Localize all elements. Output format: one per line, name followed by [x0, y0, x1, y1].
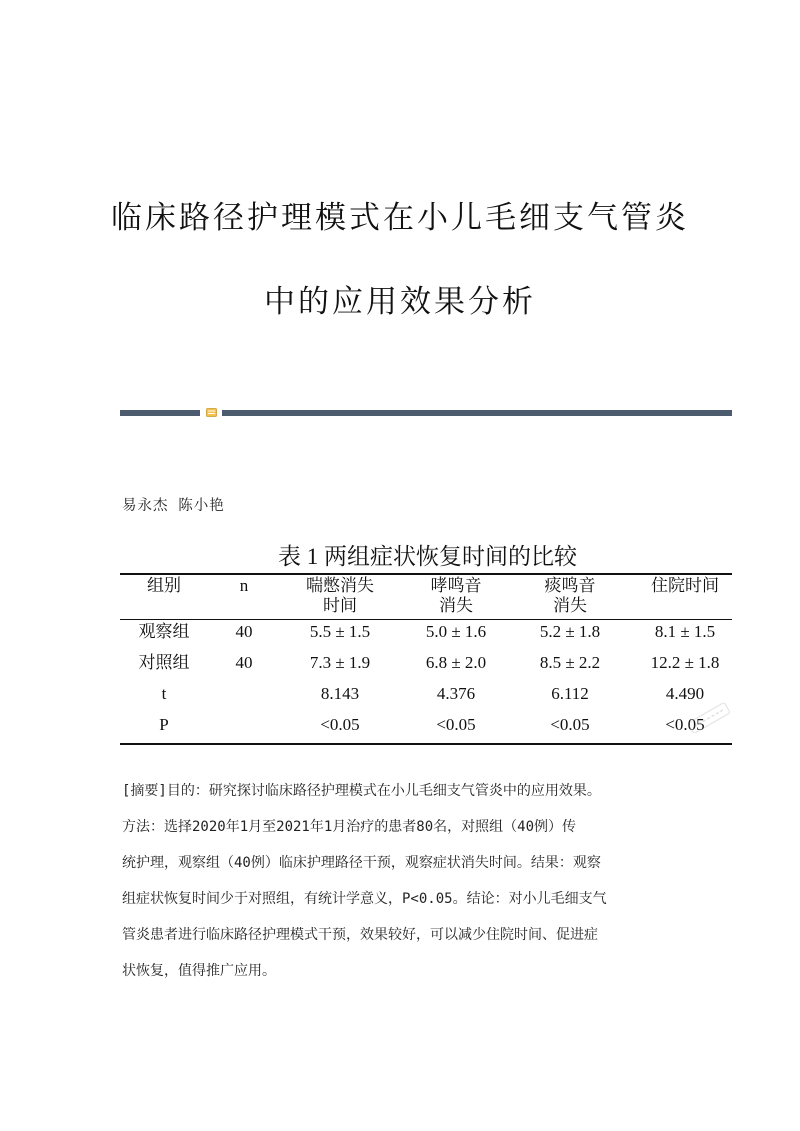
table-caption: 表 1 两组症状恢复时间的比较	[278, 544, 577, 569]
table-rule-mid	[120, 619, 732, 620]
table-cell: 6.8 ± 2.0	[425, 653, 487, 672]
header-text: 哮鸣音	[430, 576, 482, 595]
table-cell: <0.05	[320, 715, 360, 734]
abstract-line: 统护理，观察组（40例）临床护理路径干预，观察症状消失时间。结果：观察	[122, 855, 601, 871]
watermark-stamp	[684, 703, 734, 733]
table-cell: 40	[235, 622, 253, 641]
table-cell: 观察组	[138, 622, 190, 641]
header-text: 消失	[439, 596, 473, 615]
title-divider	[120, 410, 732, 416]
book-icon	[206, 407, 217, 418]
table-rule-top	[120, 573, 732, 575]
table-cell: 7.3 ± 1.9	[309, 653, 371, 672]
abstract-line: [摘要]目的：研究探讨临床路径护理模式在小儿毛细支气管炎中的应用效果。	[122, 783, 601, 799]
table-cell: 8.1 ± 1.5	[654, 622, 716, 641]
table-header-cell	[635, 576, 735, 596]
header-text: 时间	[323, 596, 357, 615]
table-cell: 6.112	[551, 684, 589, 703]
abstract-line: 管炎患者进行临床路径护理模式干预，效果较好，可以减少住院时间、促进症	[122, 927, 598, 943]
table-header-cell	[404, 576, 508, 616]
header-text: 喘憋消失	[306, 576, 374, 595]
abstract-line: 方法：选择2020年1月至2021年1月治疗的患者80名，对照组（40例）传	[122, 819, 577, 835]
table-cell: 8.5 ± 2.2	[539, 653, 601, 672]
divider-segment-left	[120, 410, 200, 416]
authors: 易永杰 陈小艳	[122, 498, 225, 514]
paper-title-line-2: 中的应用效果分析	[264, 284, 536, 320]
table-header-cell	[128, 576, 200, 596]
table-header-cell	[518, 576, 622, 616]
table-cell: 40	[235, 653, 253, 672]
table-cell: 4.490	[665, 684, 705, 703]
header-text: 住院时间	[651, 576, 719, 595]
header-text: n	[239, 576, 249, 595]
table-cell: <0.05	[436, 715, 476, 734]
table-header-cell	[288, 576, 392, 616]
header-text: 痰鸣音	[544, 576, 596, 595]
header-text: 消失	[553, 596, 587, 615]
table-cell: <0.05	[550, 715, 590, 734]
table-cell: 5.5 ± 1.5	[309, 622, 371, 641]
table-cell: t	[161, 684, 167, 703]
table-cell: 对照组	[138, 653, 190, 672]
table-header-cell	[220, 576, 268, 596]
table-cell: 5.2 ± 1.8	[539, 622, 601, 641]
table-cell: 5.0 ± 1.6	[425, 622, 487, 641]
header-text: 组别	[147, 576, 181, 595]
table-rule-bottom	[120, 743, 732, 745]
abstract	[122, 773, 682, 989]
table-cell: <0.05	[665, 715, 705, 734]
table-cell: 12.2 ± 1.8	[650, 653, 720, 672]
abstract-line: 组症状恢复时间少于对照组，有统计学意义，P<0.05。结论：对小儿毛细支气	[122, 891, 607, 907]
table-cell: P	[159, 715, 169, 734]
abstract-line: 状恢复，值得推广应用。	[122, 963, 276, 979]
table-cell: 8.143	[320, 684, 360, 703]
table-cell: 4.376	[436, 684, 476, 703]
divider-segment-right	[222, 410, 732, 416]
paper-title-line-1: 临床路径护理模式在小儿毛细支气管炎	[111, 200, 689, 236]
